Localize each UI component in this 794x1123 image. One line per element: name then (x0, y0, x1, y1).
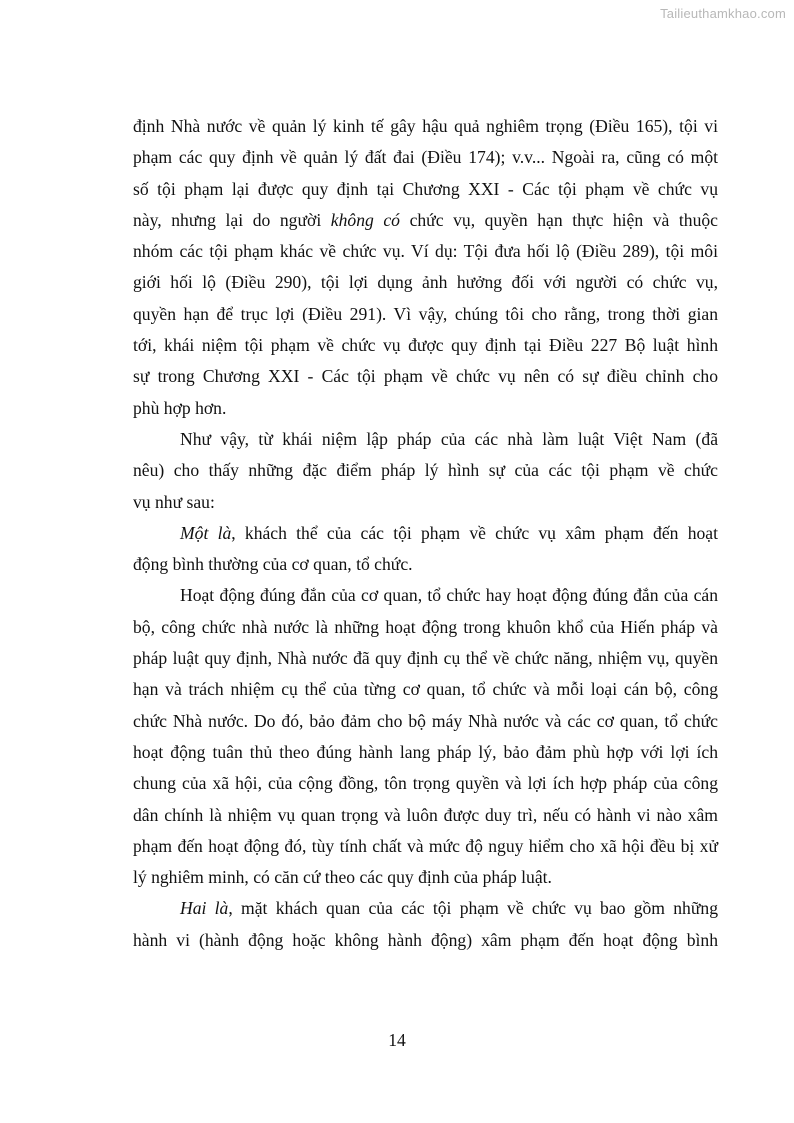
text-line (133, 580, 718, 611)
text-line (133, 706, 718, 737)
text-segment: , mặt khách quan của các tội phạm về chức vụ bao gồm những (228, 898, 718, 919)
text-segment: nhóm các tội phạm khác về chức vụ. Ví dụ: Tội đưa hối lộ (Điều 289), tội môi (133, 241, 718, 262)
text-segment: định Nhà nước về quản lý kinh tế gây hậu quả nghiêm trọng (Điều 165), tội vi (133, 116, 718, 136)
text-segment: quyền hạn để trục lợi (Điều 291). Vì vậy, chúng tôi cho rằng, trong thời gian (133, 303, 718, 324)
document-body (133, 111, 718, 956)
text-segment: Hoạt động đúng đắn của cơ quan, tổ chức hay hoạt động đúng đắn của cán (180, 585, 718, 606)
text-line (133, 674, 718, 705)
text-segment: nêu) cho thấy những đặc điểm pháp lý hình sự của các tội phạm về chức (133, 460, 718, 481)
text-line (133, 549, 718, 580)
text-line (133, 330, 718, 361)
text-line (133, 893, 718, 924)
text-segment: hành vi (hành động hoặc không hành động) xâm phạm đến hoạt động bình (133, 929, 718, 950)
text-line (133, 393, 718, 424)
text-segment: Như vậy, từ khái niệm lập pháp của các nhà làm luật Việt Nam (đã (180, 428, 718, 449)
text-line (133, 643, 718, 674)
italic-text: Hai là (180, 898, 229, 919)
text-segment: hoạt động tuân thủ theo đúng hành lang pháp lý, bảo đảm phù hợp với lợi ích (133, 741, 718, 762)
text-segment: vụ như sau: (133, 491, 215, 512)
text-segment: dân chính là nhiệm vụ quan trọng và luôn được duy trì, nếu có hành vi nào xâm (133, 804, 718, 825)
italic-text: không có (330, 209, 400, 230)
text-line (133, 267, 718, 298)
watermark: Tailieuthamkhao.com (660, 6, 786, 21)
text-line (133, 831, 718, 862)
text-line (133, 800, 718, 831)
text-segment: chức vụ, quyền hạn thực hiện và thuộc (399, 209, 718, 230)
text-line (133, 236, 718, 267)
text-line (133, 612, 718, 643)
text-segment: giới hối lộ (Điều 290), tội lợi dụng ảnh hưởng đối với người có chức vụ, (133, 272, 718, 293)
text-segment: tới, khái niệm tội phạm về chức vụ được quy định tại Điều 227 Bộ luật hình (133, 335, 718, 356)
text-segment: , khách thể của các tội phạm về chức vụ xâm phạm đến hoạt (231, 522, 718, 543)
text-line (133, 487, 718, 518)
text-line (133, 299, 718, 330)
text-segment: phù hợp hơn. (133, 397, 227, 418)
text-line (133, 455, 718, 486)
text-segment: bộ, công chức nhà nước là những hoạt động trong khuôn khổ của Hiến pháp và (133, 616, 718, 637)
page-number: 14 (388, 1030, 406, 1050)
text-line (133, 925, 718, 956)
text-segment: sự trong Chương XXI - Các tội phạm về chức vụ nên có sự điều chỉnh cho (133, 366, 718, 387)
text-line (133, 518, 718, 549)
text-line (133, 862, 718, 893)
text-segment: phạm đến hoạt động đó, tùy tính chất và mức độ nguy hiểm cho xã hội đều bị xử (133, 835, 718, 856)
text-segment: hạn và trách nhiệm cụ thể của từng cơ quan, tổ chức và mỗi loại cán bộ, công (133, 679, 718, 700)
text-line (133, 737, 718, 768)
text-segment: chung của xã hội, của cộng đồng, tôn trọng quyền và lợi ích hợp pháp của công (133, 773, 718, 794)
italic-text: Một là (180, 522, 232, 543)
text-segment: pháp luật quy định, Nhà nước đã quy định cụ thể về chức năng, nhiệm vụ, quyền (133, 648, 718, 669)
text-line (133, 424, 718, 455)
text-segment: số tội phạm lại được quy định tại Chương XXI - Các tội phạm về chức vụ (133, 178, 718, 199)
text-line (133, 361, 718, 392)
text-segment: chức Nhà nước. Do đó, bảo đảm cho bộ máy Nhà nước và các cơ quan, tổ chức (133, 710, 718, 731)
text-line (133, 205, 718, 236)
text-line (133, 174, 718, 205)
text-line (133, 768, 718, 799)
text-line (133, 111, 718, 142)
text-segment: này, nhưng lại do người (133, 209, 331, 230)
text-segment: động bình thường của cơ quan, tổ chức. (133, 554, 413, 575)
text-line (133, 142, 718, 173)
text-segment: lý nghiêm minh, có căn cứ theo các quy định của pháp luật. (133, 867, 552, 888)
text-segment: phạm các quy định về quản lý đất đai (Điều 174); v.v... Ngoài ra, cũng có một (133, 147, 718, 168)
